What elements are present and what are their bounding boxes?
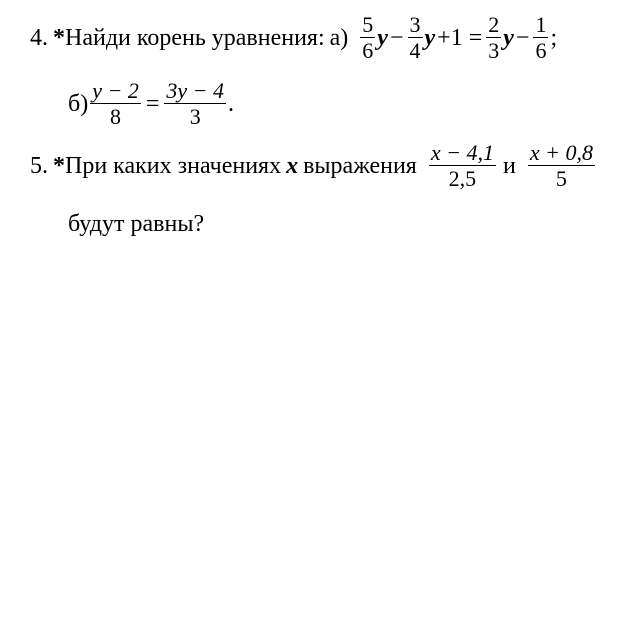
fraction-numerator: 1 [535, 12, 547, 37]
task4a-fraction-4 [533, 12, 548, 64]
task5-text-mid: выражения [303, 152, 417, 179]
task5-continuation [68, 212, 204, 236]
fraction-denominator: 8 [110, 104, 122, 130]
fraction-numerator: 2 [488, 12, 500, 37]
period: . [228, 90, 234, 117]
equals-sign: = [145, 90, 160, 117]
task5-text-before: При каких значениях [65, 152, 282, 179]
operator-plus-one-equals: +1 = [437, 24, 483, 51]
fraction-denominator: 6 [362, 38, 374, 64]
fraction-numerator: x − 4,1 [430, 140, 494, 165]
task4-line [30, 12, 557, 64]
task5-fraction-1 [429, 140, 496, 192]
task4-number: 4. [30, 24, 48, 51]
fraction-numerator: y − 2 [92, 78, 139, 103]
task5-text-after: будут равны? [68, 211, 205, 237]
operator-minus: − [515, 24, 530, 51]
fraction-numerator: x + 0,8 [529, 140, 593, 165]
fraction-denominator: 2,5 [448, 166, 477, 192]
task4b-fraction-2 [164, 78, 226, 130]
task4-star: * [53, 24, 65, 51]
fraction-denominator: 4 [409, 38, 421, 64]
fraction-numerator: 3 [409, 12, 421, 37]
variable-y: y [424, 24, 436, 51]
fraction-numerator: 3y − 4 [166, 78, 224, 103]
fraction-denominator: 6 [535, 38, 547, 64]
task4-text: Найди корень уравнения: [65, 24, 325, 51]
task4a-fraction-1 [360, 12, 375, 64]
fraction-denominator: 3 [488, 38, 500, 64]
conjunction: и [502, 152, 516, 179]
variable-y: y [503, 24, 514, 51]
task4a-fraction-3 [486, 12, 501, 64]
task5-star: * [53, 152, 65, 179]
task5-line [30, 140, 597, 192]
task5-number: 5. [30, 152, 48, 179]
fraction-denominator: 5 [555, 166, 567, 192]
operator-minus: − [389, 24, 404, 51]
fraction-denominator: 3 [189, 104, 201, 130]
variable-y: y [377, 24, 388, 51]
task4b-label: б) [68, 90, 89, 117]
task5-fraction-2 [528, 140, 595, 192]
variable-x: x [286, 152, 299, 179]
semicolon: ; [550, 24, 558, 51]
fraction-numerator: 5 [362, 12, 374, 37]
task4a-fraction-2 [408, 12, 423, 64]
task4b-line [68, 78, 234, 130]
task4b-fraction-1 [90, 78, 141, 130]
task4a-label: а) [329, 24, 349, 51]
